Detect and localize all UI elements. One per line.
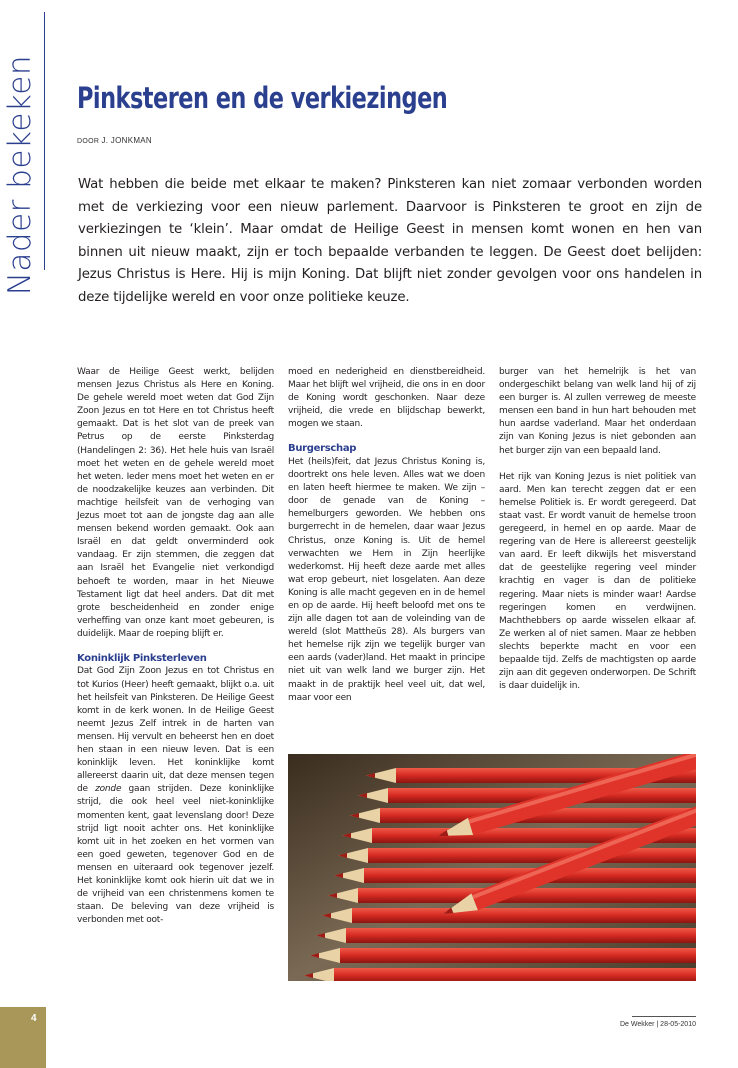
- article-column-3: [499, 366, 696, 693]
- page-number-box: [0, 1007, 46, 1068]
- pencil-body: [346, 928, 696, 943]
- section-rule: [44, 12, 45, 270]
- paragraph: Het rijk van Koning Jezus is niet politiek van aard. Men kan terecht zeggen dat er een hemelse Politiek is. Er wordt geregeerd. Dat staat vast. Er wordt vanuit de hemelse troon geregeerd, in hemel en op aarde. Maar de regering van de Here is allereerst geestelijk van aard. Er leeft dikwijls het misverstand dat de geestelijke regering veel minder krachtig en vager is dan de politieke regering. Maar niets is minder waar! Aardse regeringen komen en verdwijnen. Machthebbers op aarde wisselen elkaar af. Ze werken al of niet samen. Maar ze hebben slechts beperkte macht en voor een bepaalde tijd. Zelfs de machtigsten op aarde zijn aan dit gegeven onderworpen. De Schrift is daar duidelijk in.: [499, 471, 696, 692]
- page-number: 4: [31, 1013, 37, 1024]
- article-column-2: [288, 366, 485, 705]
- article-column-1: [77, 366, 274, 927]
- paragraph-text: Dat God Zijn Zoon Jezus en tot Christus en tot Kurios (Heer) heeft gemaakt, blijkt o.a. uit het heilsfeit van Pinksteren. De Heilige Geest komt in de kerk wonen. In de Heilige Geest neemt Jezus Zelf intrek in de harten van mensen. Hij vervult en beheerst hen en doet hen staan in een nieuw leven. Dat is een koninklijk leven. Het koninklijke komt allereerst daarin uit, dat deze mensen tegen de: [77, 666, 274, 795]
- paragraph: moed en nederigheid en dienstbereidheid. Maar het blijft wel vrijheid, die ons in en door de Koning wordt geschonken. Naar deze vrijheid, die vrede en blijdschap bewerkt, mogen we staan.: [288, 367, 485, 430]
- paragraph: Waar de Heilige Geest werkt, belijden mensen Jezus Christus als Here en Koning. De gehele wereld moet weten dat God Zijn Zoon Jezus en tot Here en tot Christus heeft gemaakt. Dat is het slot van de preek van Petrus op de eerste Pinksterdag (Handelingen 2: 36). Het hele huis van Israël moet het weten en de gehele wereld moet het weten. Ieder mens moet het weten en er de noodzakelijke keuzes aan verbinden. Dit machtige heilsfeit van de verhoging van Jezus moet tot aan de jongste dag aan alle mensen bekend worden gemaakt. Ook aan Israël en dat geldt onverminderd ook vandaag. Er zijn stemmen, die zeggen dat aan Israël het Evangelie niet verkondigd behoeft te worden, maar in het Nieuwe Testament ligt dat heel anders. Dat dit met grote bescheidenheid en zonder enige verheffing van onze kant moet gebeuren, is duidelijk. Maar de roeping blijft er.: [77, 367, 274, 639]
- emphasis-text: zonde: [95, 784, 122, 795]
- paragraph: [77, 665, 274, 927]
- byline-author: J. JONKMAN: [101, 136, 153, 145]
- pencil-body: [352, 908, 696, 923]
- pencil-body: [368, 848, 696, 863]
- article-intro: Wat hebben die beide met elkaar te maken? Pinksteren kan niet zomaar verbonden worden met de verkiezing voor een nieuw parlement. Daarvoor is Pinksteren te groot en zijn de verkiezingen te ‘klein’. Maar omdat de Heilige Geest in mensen komt wonen en hen van binnen uit nieuw maakt, zijn er toch bepaalde verbanden te leggen. De Geest doet belijden: Jezus Christus is Here. Hij is mijn Koning. Dat blijft niet zonder gevolgen voor ons handelen in deze tijdelijke wereld en voor onze politieke keuze.: [78, 177, 702, 305]
- pencil-body: [340, 948, 696, 963]
- section-label: Nader bekeken: [2, 55, 38, 296]
- paragraph: burger van het hemelrijk is het van ondergeschikt belang van welk land hij of zij een burger is. Al zullen verreweg de meeste mensen een band in hun hart behouden met hun aardse vaderland. Maar het onderdaan zijn van Koning Jezus is niet gebonden aan het burger zijn van een bepaald land.: [499, 367, 696, 456]
- footer-rule: [632, 1016, 696, 1017]
- subheading: Koninklijk Pinksterleven: [77, 652, 207, 664]
- red-pencils-photo: [288, 754, 696, 981]
- byline-prefix: DOOR: [77, 138, 100, 145]
- byline: [77, 136, 152, 145]
- article-title: Pinksteren en de verkiezingen: [77, 81, 448, 115]
- pencils-illustration: [288, 754, 696, 981]
- publication-footer: De Wekker | 28-05-2010: [619, 1021, 696, 1028]
- pencil-body: [334, 968, 696, 981]
- paragraph-text: gaan strijden. Deze koninklijke strijd, die ook heel veel niet-koninklijke momenten kent, gaat levenslang door! Deze strijd ligt nooit achter ons. Het koninklijke komt uit in het zoeken en het vormen van een goed geweten, tegenover God en de mensen en uiteraard ook tegenover jezelf. Het koninklijke komt ook hierin uit dat we in de vrijheid van een christenmens komen te staan. De beleving van deze vrijheid is verbonden met oot-: [77, 784, 274, 926]
- subheading: Burgerschap: [288, 443, 357, 455]
- paragraph: Het (heils)feit, dat Jezus Christus Koning is, doortrekt ons hele leven. Alles wat we doen en laten heeft hiermee te maken. We zijn – door de genade van de Koning – hemelburgers geworden. We hebben ons burgerrecht in de hemelen, daar waar Jezus Christus, onze Koning is. Uit de hemel verwachten we Hem in Zijn heerlijke wederkomst. Hij heeft deze aarde met alles wat erop gebeurt, niet losgelaten. Aan deze Koning is alle macht gegeven en in de hemel en op de aarde. Hij heeft beloofd met ons te zijn alle dagen tot aan de voleinding van de wereld (slot Mattheüs 28). Als burgers van het hemelse rijk zijn we tegelijk burger van een aards (vader)land. Het maakt in principe niet uit van welk land we burger zijn. Het maakt in de praktijk heel veel uit, dat wel, maar voor een: [288, 456, 485, 703]
